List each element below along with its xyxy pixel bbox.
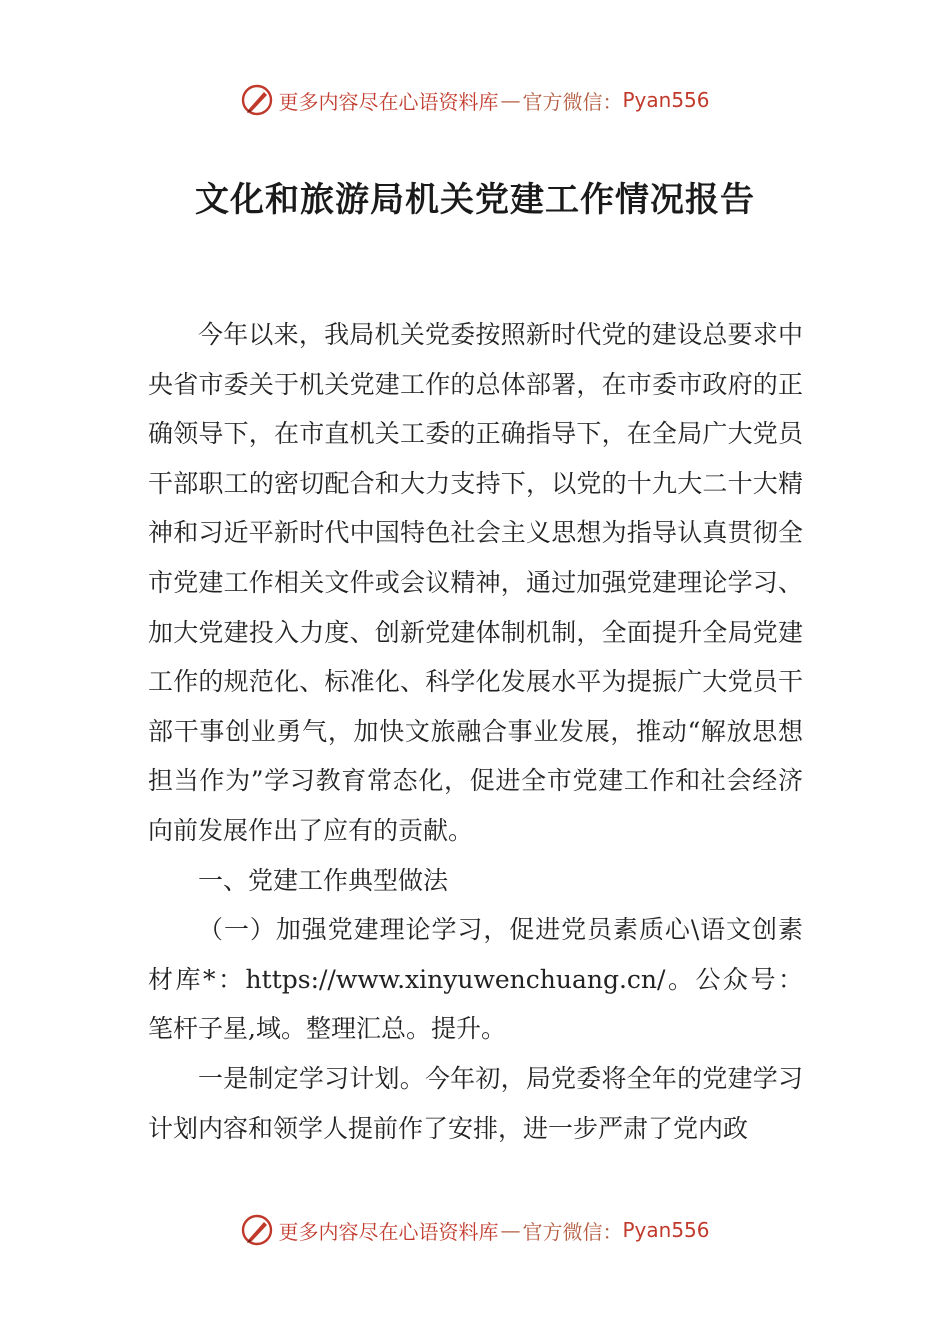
footer-watermark xyxy=(0,1210,950,1250)
document-body xyxy=(148,310,803,1153)
wechat-id: Pyan556 xyxy=(622,1218,710,1242)
pen-logo-icon xyxy=(240,1213,274,1247)
intro-paragraph: 今年以来，我局机关党委按照新时代党的建设总要求中央省市委关于机关党建工作的总体部署，在市委市政府的正确领导下，在市直机关工委的正确指导下，在全局广大党员干部职工的密切配合和大力支持下，以党的十九大二十大精神和习近平新时代中国特色社会主义思想为指导认真贯彻全市党建工作相关文件或会议精神，通过加强党建理论学习、加大党建投入力度、创新党建体制机制，全面提升全局党建工作的规范化、标准化、科学化发展水平为提振广大党员干部干事创业勇气，加快文旅融合事业发展，推动“解放思想担当作为”学习教育常态化，促进全市党建工作和社会经济向前发展作出了应有的贡献。 xyxy=(148,320,803,845)
wechat-label: 官方微信： xyxy=(522,1219,623,1244)
pen-logo-icon xyxy=(240,83,274,117)
subsection-heading: （一）加强党建理论学习，促进党员素质心\语文创素材库*：https://www.xinyuwenchuang.cn/。公众号：笔杆子星,域。整理汇总。提升。 xyxy=(148,915,803,1044)
header-watermark xyxy=(0,80,950,120)
document-title: 文化和旅游局机关党建工作情况报告 xyxy=(195,180,755,220)
separator-dash: — xyxy=(500,88,521,112)
site-name: 更多内容尽在心语资料库 xyxy=(278,1219,499,1244)
body-paragraph: 一是制定学习计划。今年初，局党委将全年的党建学习计划内容和领学人提前作了安排，进一步严肃了党内政 xyxy=(148,1063,803,1143)
site-name: 更多内容尽在心语资料库 xyxy=(278,89,499,114)
separator-dash: — xyxy=(500,1218,521,1242)
wechat-id: Pyan556 xyxy=(622,88,710,112)
wechat-label: 官方微信： xyxy=(522,89,623,114)
section-heading: 一、党建工作典型做法 xyxy=(198,865,449,895)
